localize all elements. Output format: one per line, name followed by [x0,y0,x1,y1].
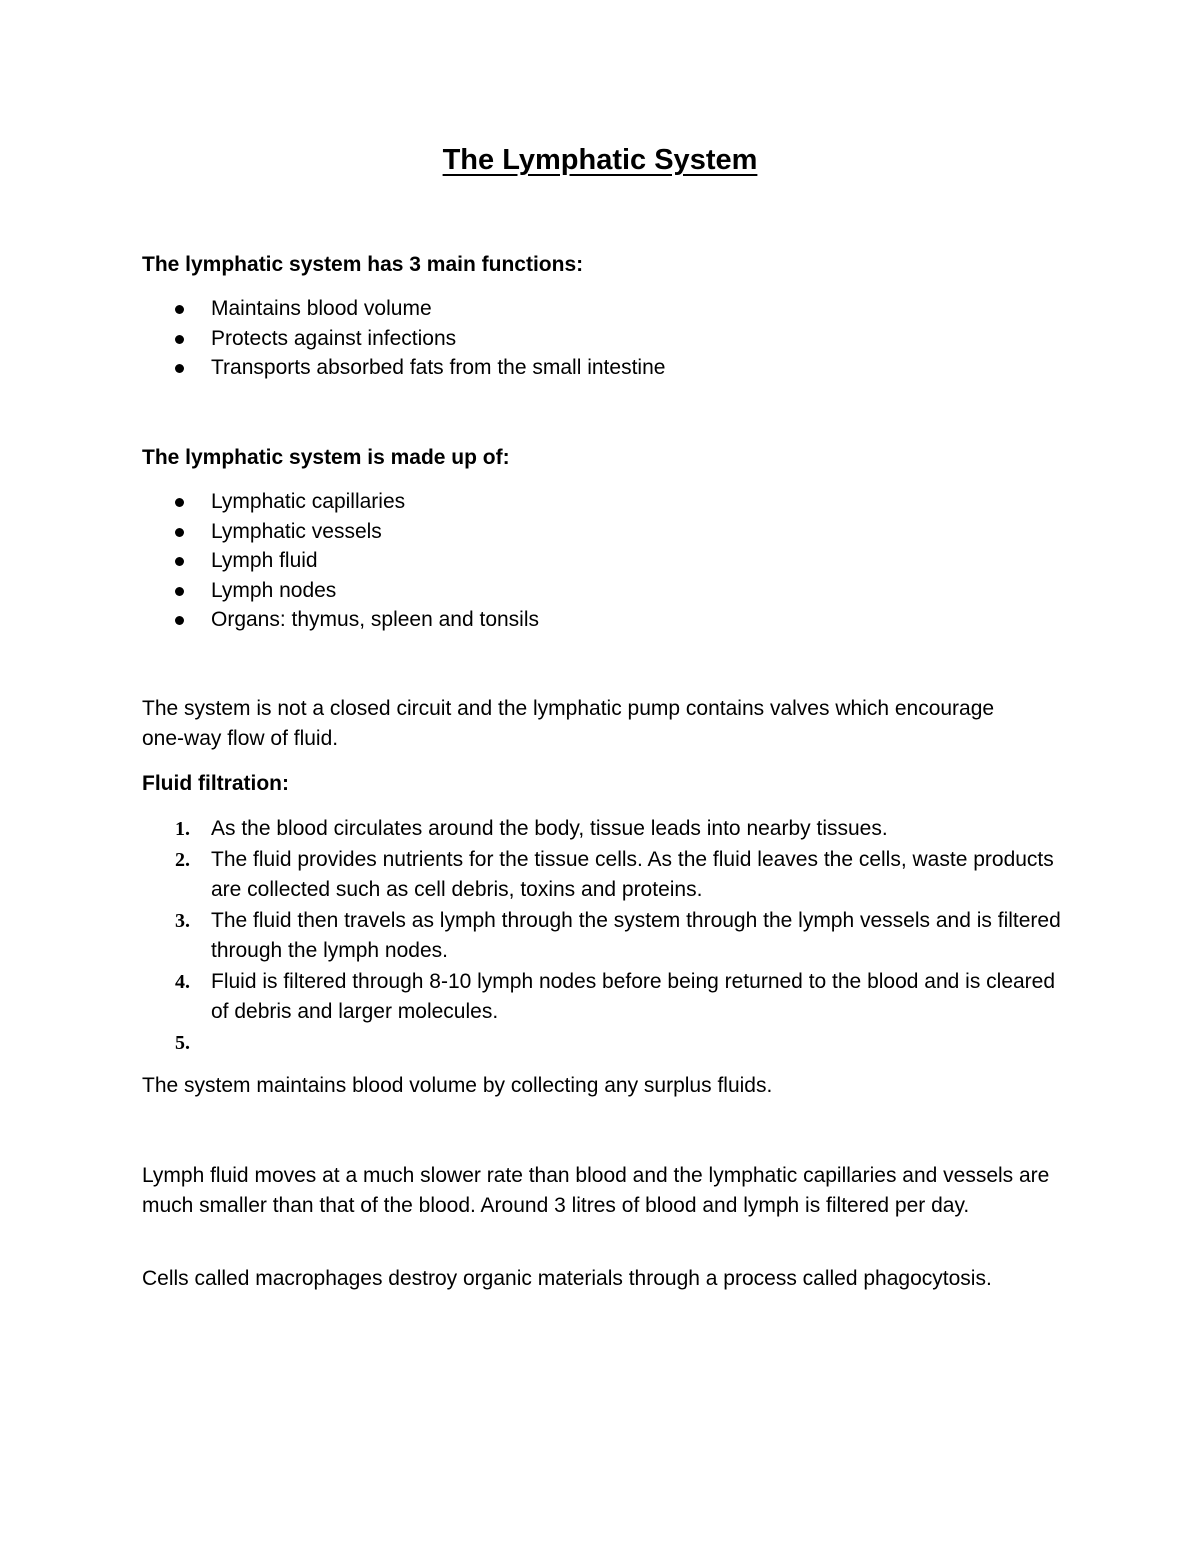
macrophage-paragraph: Cells called macrophages destroy organic materials through a process called phagocytosis. [142,1267,992,1290]
list-item: Lymphatic capillaries [142,487,539,517]
list-item: Protects against infections [142,324,665,354]
bullet-icon [175,498,184,507]
circuit-paragraph: The system is not a closed circuit and the lymphatic pump contains valves which encourage one-way flow of fluid. [142,697,995,750]
functions-heading: The lymphatic system has 3 main functions: [142,253,584,276]
list-item: Lymph fluid [142,546,539,576]
bullet-icon [175,364,184,373]
list-item: 1. As the blood circulates around the body, tissue leads into nearby tissues. [175,817,888,840]
list-item: Organs: thymus, spleen and tonsils [142,605,539,635]
page-title: The Lymphatic System [442,144,758,176]
bullet-icon [175,616,184,625]
bullet-icon [175,587,184,596]
volume-paragraph: The system maintains blood volume by collecting any surplus fluids. [142,1074,773,1097]
bullet-icon [175,528,184,537]
list-item: 4. Fluid is filtered through 8-10 lymph nodes before being returned to the blood and is cleared of debris and larger molecules. [175,969,1056,1023]
list-item: 5. [175,1031,190,1054]
filtration-steps [142,814,1072,1067]
list-item: Maintains blood volume [142,294,665,324]
filtration-heading: Fluid filtration: [142,772,289,795]
list-item: Lymphatic vessels [142,517,539,547]
bullet-icon [175,557,184,566]
components-list [142,487,539,635]
bullet-icon [175,335,184,344]
list-item: Transports absorbed fats from the small intestine [142,353,665,383]
list-item: 2. The fluid provides nutrients for the tissue cells. As the fluid leaves the cells, waste products are collected such as cell debris, toxins and proteins. [175,847,1054,901]
bullet-icon [175,305,184,314]
flow-paragraph: Lymph fluid moves at a much slower rate than blood and the lymphatic capillaries and vessels are much smaller than that of the blood. Around 3 litres of blood and lymph is filtered per day. [142,1164,1050,1217]
functions-list [142,294,665,383]
components-heading: The lymphatic system is made up of: [142,446,510,469]
list-item: 3. The fluid then travels as lymph through the system through the lymph vessels and is filtered through the lymph nodes. [175,908,1061,962]
list-item: Lymph nodes [142,576,539,606]
